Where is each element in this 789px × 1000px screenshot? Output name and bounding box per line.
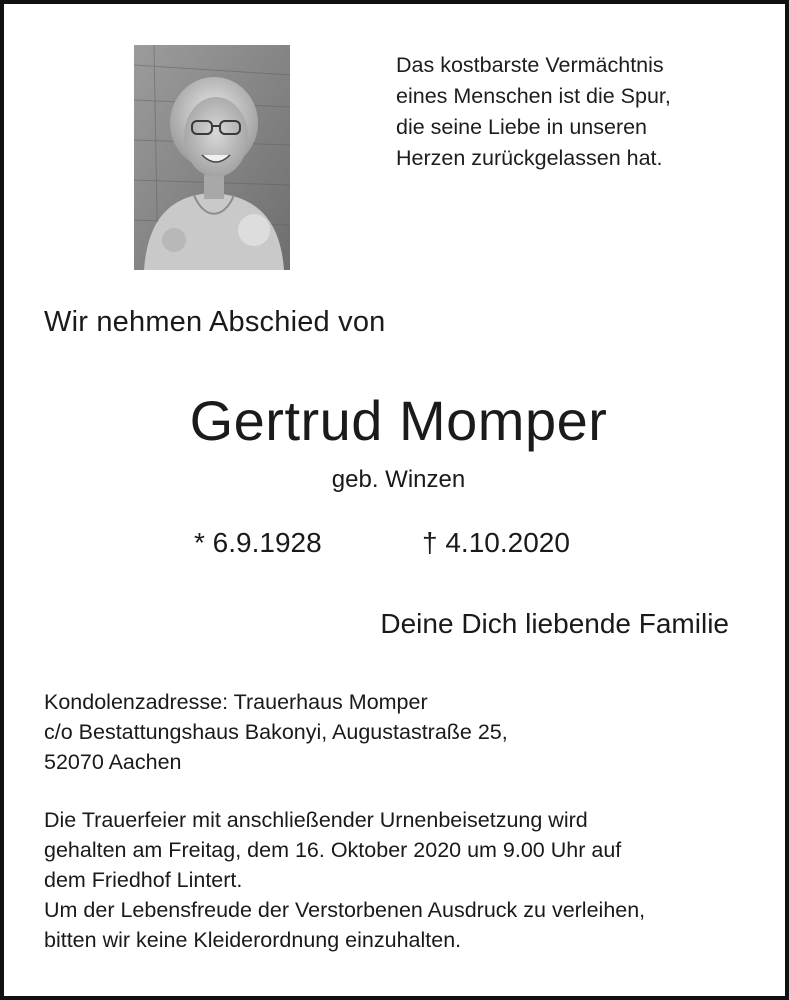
ceremony-line: Die Trauerfeier mit anschließender Urnenbeisetzung wird [44,808,588,832]
portrait-photo [134,45,290,270]
ceremony-line: bitten wir keine Kleiderordnung einzuhalten. [44,928,462,952]
condolence-address [44,687,508,777]
ceremony-line: Um der Lebensfreude der Verstorbenen Ausdruck zu verleihen, [44,898,646,922]
ceremony-notice [44,805,645,955]
address-line: 52070 Aachen [44,750,182,774]
memorial-quote [396,50,671,174]
address-line: Kondolenzadresse: Trauerhaus Momper [44,690,428,714]
ceremony-line: dem Friedhof Lintert. [44,868,243,892]
quote-line: eines Menschen ist die Spur, [396,84,671,108]
intro-text: Wir nehmen Abschied von [44,306,386,338]
quote-line: die seine Liebe in unseren [396,115,648,139]
birth-date: * 6.9.1928 [194,527,322,558]
quote-line: Das kostbarste Vermächtnis [396,53,664,77]
born-name: geb. Winzen [331,466,466,493]
address-line: c/o Bestattungshaus Bakonyi, Augustastraße 25, [44,720,508,744]
death-date: † 4.10.2020 [422,527,570,558]
family-signature: Deine Dich liebende Familie [380,608,729,639]
ceremony-line: gehalten am Freitag, dem 16. Oktober 2020 um 9.00 Uhr auf [44,838,622,862]
quote-line: Herzen zurückgelassen hat. [396,146,663,170]
deceased-name: Gertrud Momper [189,389,608,452]
